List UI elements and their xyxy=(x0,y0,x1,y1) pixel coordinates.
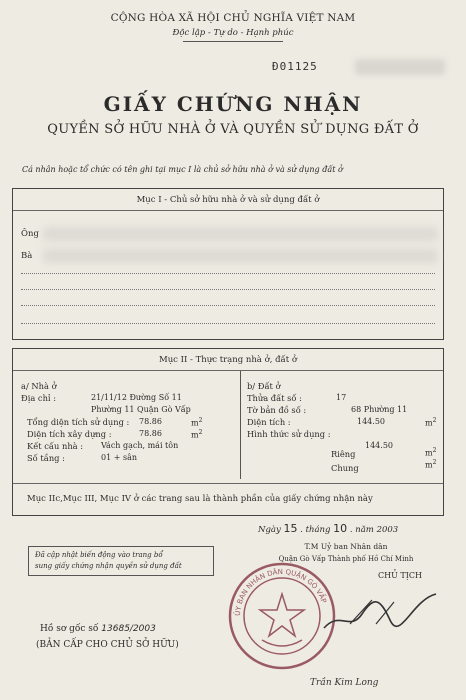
blank-line xyxy=(21,273,435,274)
document-subtitle: QUYỀN SỞ HỮU NHÀ Ở VÀ QUYỀN SỬ DỤNG ĐẤT Ở xyxy=(47,122,419,137)
floors-label: Số tầng : xyxy=(27,453,65,463)
owner-male-redaction xyxy=(43,227,438,241)
issue-date: Ngày 15 . tháng 10 . năm 2003 xyxy=(258,522,399,535)
shared-label: Chung xyxy=(331,463,359,473)
intro-text: Cá nhân hoặc tổ chức có tên ghi tại mục I là chủ sở hữu nhà ở và sử dụng đất ở xyxy=(22,165,343,174)
divider xyxy=(13,210,443,211)
authority-line1: T.M Uỷ ban Nhân dân xyxy=(304,542,388,551)
signature-scribble xyxy=(320,580,440,640)
motto-underline xyxy=(183,41,283,42)
update-note-box xyxy=(28,546,214,576)
total-area-value: 78.86 xyxy=(139,417,162,426)
house-address-line1: 21/11/12 Đường Số 11 xyxy=(91,393,182,402)
house-address-label: Địa chỉ : xyxy=(21,393,57,403)
issue-month: 10 xyxy=(333,522,348,535)
floors-value: 01 + sân xyxy=(101,453,137,462)
divider xyxy=(13,370,443,371)
column-divider xyxy=(240,371,241,479)
seal-text: ỦY BAN NHÂN DÂN QUẬN GÒ VẤP xyxy=(233,567,328,617)
land-area-unit: $m^2$ xyxy=(425,417,437,428)
dossier-number: Hồ sơ gốc số 13685/2003 xyxy=(40,624,156,634)
built-area-label: Diện tích xây dựng : xyxy=(27,429,112,439)
update-note-line2: sung giấy chứng nhận quyền sử dụng đất xyxy=(35,562,182,570)
private-label: Riêng xyxy=(331,449,356,459)
update-note-line1: Đã cập nhật biến động vào trang bổ xyxy=(35,551,163,559)
authority-line2: Quận Gò Vấp Thành phố Hồ Chí Minh xyxy=(278,555,414,563)
section-footnote: Mục IIc,Mục III, Mục IV ở các trang sau là thành phần của giấy chứng nhận này xyxy=(27,494,373,504)
issue-year: 2003 xyxy=(376,525,399,535)
document-title: GIẤY CHỨNG NHẬN xyxy=(103,92,363,116)
total-area-label: Tổng diện tích sử dụng : xyxy=(27,417,130,427)
serial-redaction xyxy=(355,59,445,75)
land-heading: b/ Đất ở xyxy=(247,381,281,391)
built-area-value: 78.86 xyxy=(139,429,162,438)
map-label: Tờ bản đồ số : xyxy=(247,405,307,415)
plot-value: 17 xyxy=(336,393,347,402)
copy-for-owner: (BẢN CẤP CHO CHỦ SỞ HỮU) xyxy=(36,640,179,650)
shared-area-unit: $m^2$ xyxy=(425,459,437,470)
house-address-line2: Phường 11 Quận Gò Vấp xyxy=(91,405,191,414)
land-area-value: 144.50 xyxy=(357,417,385,426)
issue-day: 15 xyxy=(283,522,298,535)
owner-male-label: Ông xyxy=(21,229,39,239)
nation-heading: CỘNG HÒA XÃ HỘI CHỦ NGHĨA VIỆT NAM xyxy=(110,12,356,24)
blank-line xyxy=(21,289,435,290)
star-icon xyxy=(260,594,304,636)
house-heading: a/ Nhà ở xyxy=(21,381,57,391)
usage-label: Hình thức sử dụng : xyxy=(247,429,331,439)
divider xyxy=(13,483,443,484)
section-owner xyxy=(12,188,444,340)
section-owner-heading: Mục I - Chủ sở hữu nhà ở và sử dụng đất ở xyxy=(136,195,320,205)
motto: Độc lập - Tự do - Hạnh phúc xyxy=(172,28,294,38)
owner-female-label: Bà xyxy=(21,251,33,261)
total-area-unit: $m^2$ xyxy=(191,417,203,428)
map-value: 68 Phường 11 xyxy=(351,405,408,414)
structure-value: Vách gạch, mái tôn xyxy=(101,441,179,450)
blank-line xyxy=(21,305,435,306)
plot-label: Thửa đất số : xyxy=(247,393,302,403)
private-area-unit: $m^2$ xyxy=(425,447,437,458)
signer-name: Trần Kim Long xyxy=(310,678,379,688)
section-property-heading: Mục II - Thực trạng nhà ở, đất ở xyxy=(158,355,297,365)
structure-label: Kết cấu nhà : xyxy=(27,441,84,451)
blank-line xyxy=(21,323,435,324)
private-area-value: 144.50 xyxy=(365,441,393,450)
owner-female-redaction xyxy=(43,249,438,263)
serial-number: Ð01125 xyxy=(272,60,318,73)
section-property xyxy=(12,348,444,516)
chairman-title: CHỦ TỊCH xyxy=(378,571,422,580)
land-area-label: Diện tích : xyxy=(247,417,291,427)
built-area-unit: $m^2$ xyxy=(191,429,203,440)
